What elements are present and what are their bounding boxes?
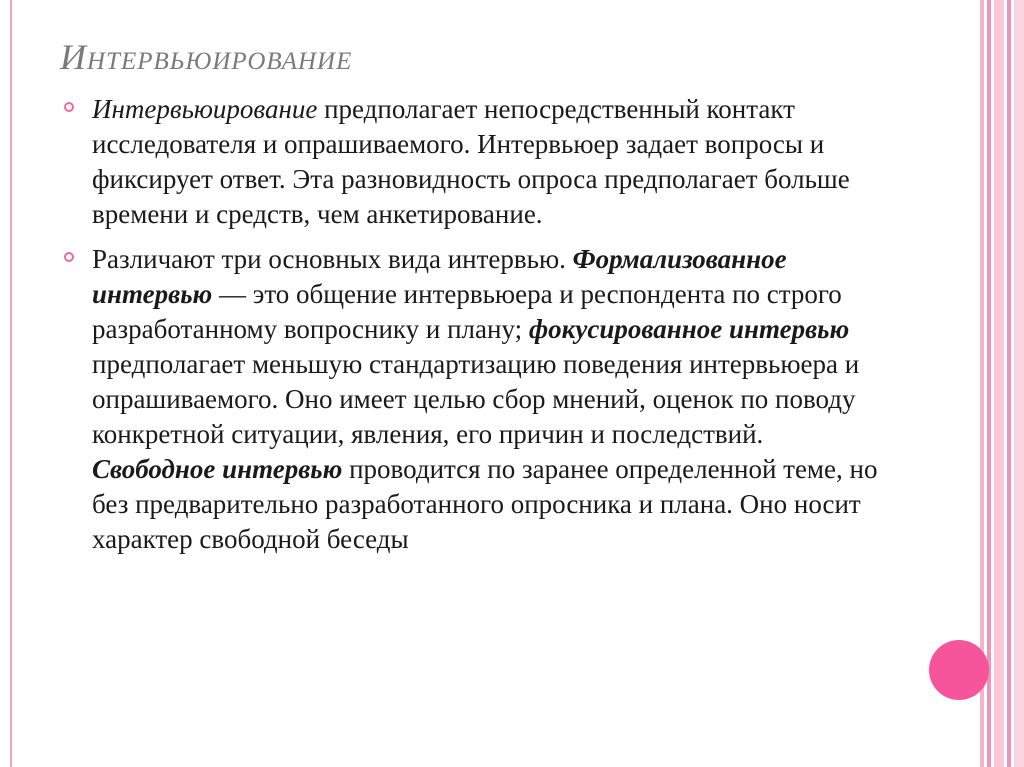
slide-title: Интервьюирование <box>60 37 353 77</box>
bullet-item-definition <box>64 92 884 232</box>
free-description: проводится по заранее определенной теме, но без предварительно разработанного опросника и плана. Оно носит характер свободной беседы <box>92 454 878 554</box>
term-formalized-interview: Формализованное интервью <box>92 244 787 309</box>
stripe <box>987 0 991 767</box>
ring-bullet-icon <box>64 102 74 112</box>
stripe <box>994 0 1004 767</box>
bullet-paragraph <box>92 242 884 557</box>
focused-description: предполагает меньшую стандартизацию поведения интервьюера и опрашиваемого. Оно имеет целью сбор мнений, оценок по поводу конкретной ситуации, явления, его причин и последствий. <box>92 349 860 449</box>
term-interviewing: Интервьюирование <box>92 94 318 124</box>
types-intro: Различают три основных вида интервью. <box>92 244 573 274</box>
ring-bullet-icon <box>64 252 74 262</box>
stripe <box>1014 0 1024 767</box>
slide-content <box>64 92 884 567</box>
bullet-item-types <box>64 242 884 557</box>
right-decorative-stripes <box>980 0 1024 767</box>
term-free-interview: Свободное интервью <box>92 454 343 484</box>
stripe <box>1007 0 1011 767</box>
definition-text: предполагает непосредственный контакт исследователя и опрашиваемого. Интервьюер задает вопросы и фиксирует ответ. Эта разновидность опроса предполагает больше времени и средств, чем анкетирование. <box>92 94 850 229</box>
formalized-description: — это общение интервьюера и респондента по строго разработанному вопроснику и плану; <box>92 279 842 344</box>
decorative-pink-circle <box>929 640 989 700</box>
term-focused-interview: фокусированное интервью <box>528 314 850 344</box>
bullet-paragraph <box>92 92 884 232</box>
slide <box>12 0 980 767</box>
